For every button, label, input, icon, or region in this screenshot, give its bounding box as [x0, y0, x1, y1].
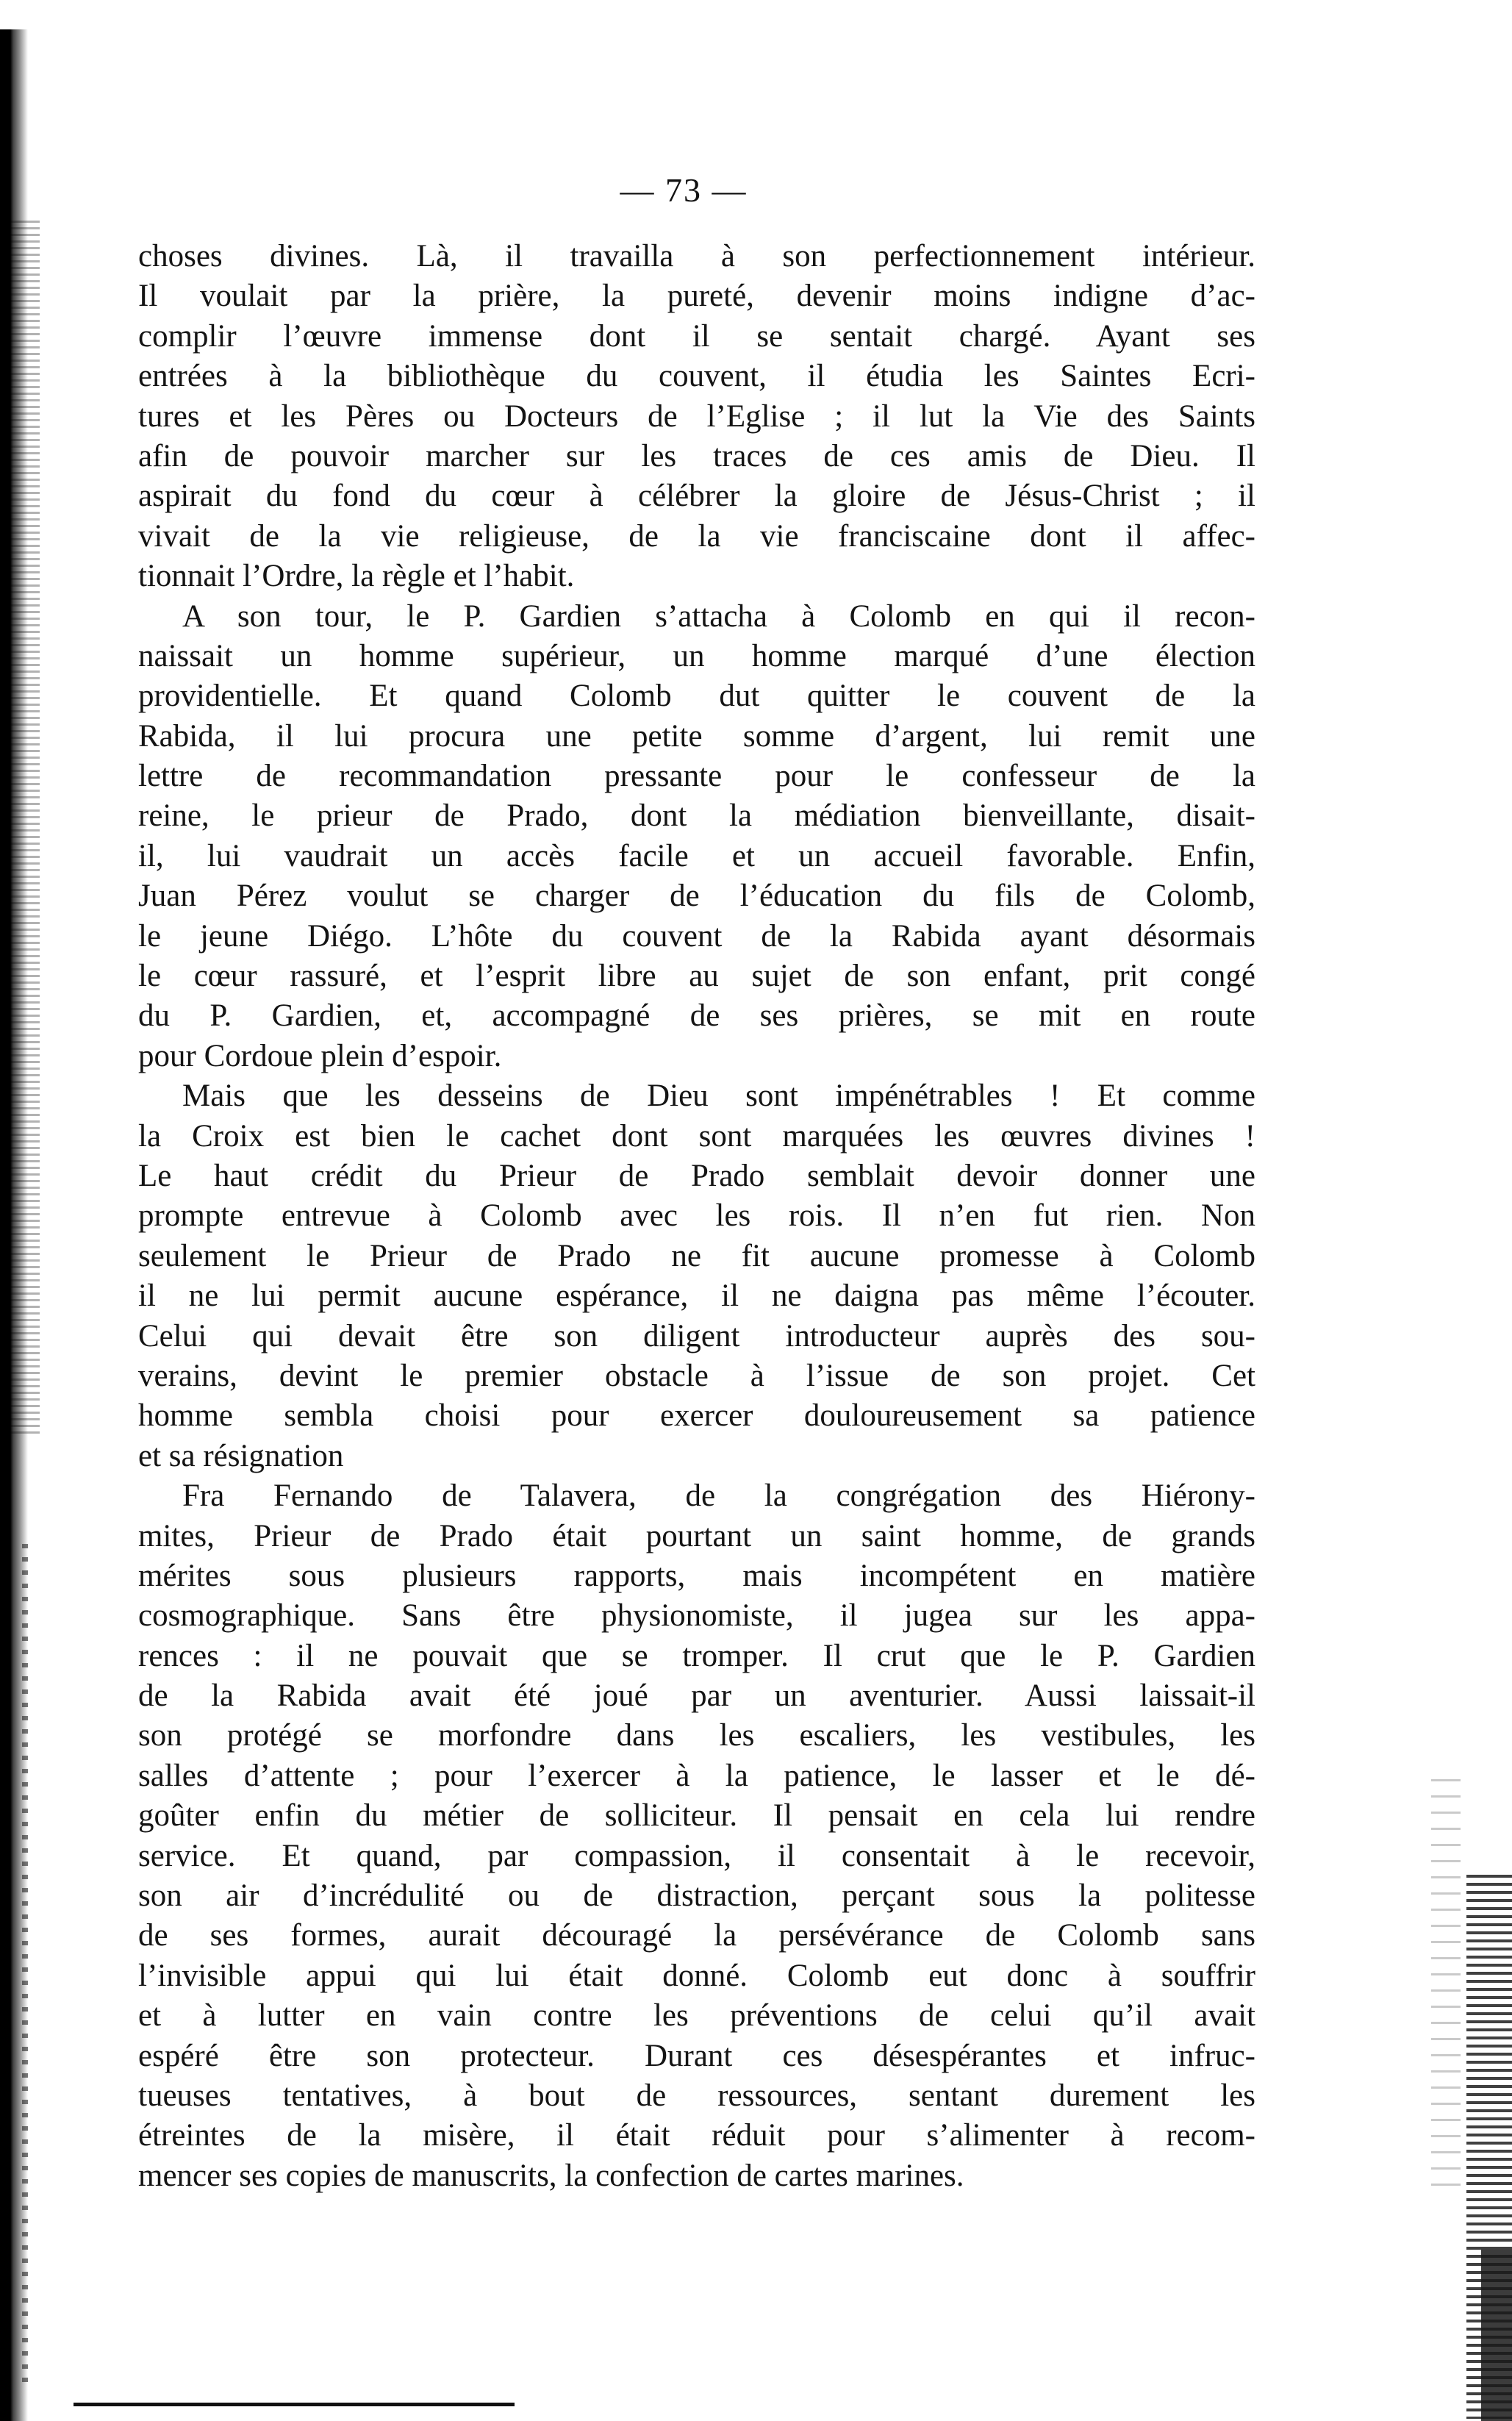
text-line: Fra Fernando de Talavera, de la congrégation des Hiérony- [182, 1478, 1255, 1514]
paragraph [138, 237, 1255, 597]
text-line: service. Et quand, par compassion, il consentait à le recevoir, [138, 1838, 1255, 1873]
paragraph [138, 1476, 1255, 2196]
text-line: mencer ses copies de manuscrits, la confection de cartes marines. [138, 2158, 964, 2193]
text-line: naissait un homme supérieur, un homme marqué d’une élection [138, 638, 1255, 673]
text-line: étreintes de la misère, il était réduit pour s’alimenter à recom- [138, 2118, 1255, 2153]
text-line: pour Cordoue plein d’espoir. [138, 1038, 502, 1073]
text-line: Le haut crédit du Prieur de Prado semblait devoir donner une [138, 1158, 1255, 1193]
text-line: Mais que les desseins de Dieu sont impénétrables ! Et comme [182, 1079, 1255, 1114]
text-line: tures et les Pères ou Docteurs de l’Eglise ; il lut la Vie des Saints [138, 398, 1255, 434]
text-line: choses divines. Là, il travailla à son perfectionnement intérieur. [138, 239, 1255, 273]
right-margin-specks [1431, 1779, 1461, 2191]
text-line: vivait de la vie religieuse, de la vie franciscaine dont il affec- [138, 518, 1255, 554]
text-line: de la Rabida avait été joué par un aventurier. Aussi laissait-il [138, 1678, 1255, 1714]
binding-speckle-lower [22, 1544, 28, 2389]
text-line: reine, le prieur de Prado, dont la médiation bienveillante, disait- [138, 798, 1255, 834]
text-line: l’invisible appui qui lui était donné. Colomb eut donc à souffrir [138, 1958, 1255, 1993]
bottom-rule [74, 2403, 515, 2406]
text-line: son protégé se morfondre dans les escaliers, les vestibules, les [138, 1718, 1255, 1753]
text-line: le jeune Diégo. L’hôte du couvent de la Rabida ayant désormais [138, 918, 1255, 954]
text-line: homme sembla choisi pour exercer douloureusement sa patience [138, 1398, 1255, 1434]
paragraph [138, 1076, 1255, 1476]
text-line: Celui qui devait être son diligent introducteur auprès des sou- [138, 1318, 1255, 1353]
text-line: il, lui vaudrait un accès facile et un accueil favorable. Enfin, [138, 838, 1255, 873]
text-line: prompte entrevue à Colomb avec les rois. Il n’en fut rien. Non [138, 1198, 1255, 1234]
text-line: son air d’incrédulité ou de distraction, perçant sous la politesse [138, 1878, 1255, 1914]
text-line: providentielle. Et quand Colomb dut quitter le couvent de la [138, 679, 1255, 714]
text-line: du P. Gardien, et, accompagné de ses prières, se mit en route [138, 998, 1255, 1034]
text-line: mérites sous plusieurs rapports, mais incompétent en matière [138, 1558, 1255, 1593]
text-line: mites, Prieur de Prado était pourtant un saint homme, de grands [138, 1518, 1255, 1553]
text-line: entrées à la bibliothèque du couvent, il étudia les Saintes Ecri- [138, 359, 1255, 394]
text-line: et sa résignation [138, 1438, 344, 1473]
text-line: Rabida, il lui procura une petite somme d’argent, lui remit une [138, 718, 1255, 754]
text-line: complir l’œuvre immense dont il se sentait chargé. Ayant ses [138, 318, 1255, 354]
page-number: — 73 — [620, 171, 748, 209]
text-line: le cœur rassuré, et l’esprit libre au sujet de son enfant, prit congé [138, 959, 1255, 994]
text-line: Il voulait par la prière, la pureté, devenir moins indigne d’ac- [138, 279, 1255, 314]
text-line: salles d’attente ; pour l’exercer à la patience, le lasser et le dé- [138, 1758, 1255, 1793]
text-line: de ses formes, aurait découragé la persévérance de Colomb sans [138, 1918, 1255, 1953]
text-line: tueuses tentatives, à bout de ressources, sentant durement les [138, 2078, 1255, 2113]
text-line: tionnait l’Ordre, la règle et l’habit. [138, 559, 575, 594]
text-line: A son tour, le P. Gardien s’attacha à Colomb en qui il recon- [182, 598, 1255, 634]
text-line: afin de pouvoir marcher sur les traces de ces amis de Dieu. Il [138, 438, 1255, 473]
text-line: rences : il ne pouvait que se tromper. Il crut que le P. Gardien [138, 1638, 1255, 1673]
body-text [138, 237, 1255, 2196]
binding-speckle [10, 221, 40, 1434]
text-line: la Croix est bien le cachet dont sont marquées les œuvres divines ! [138, 1118, 1255, 1154]
text-line: seulement le Prieur de Prado ne fit aucune promesse à Colomb [138, 1238, 1255, 1273]
text-line: et à lutter en vain contre les préventions de celui qu’il avait [138, 1998, 1255, 2034]
paragraph [138, 597, 1255, 1077]
text-line: Juan Pérez voulut se charger de l’éducation du fils de Colomb, [138, 879, 1255, 914]
text-line: verains, devint le premier obstacle à l’issue de son projet. Cet [138, 1358, 1255, 1393]
text-line: goûter enfin du métier de solliciteur. Il pensait en cela lui rendre [138, 1798, 1255, 1834]
text-line: espéré être son protecteur. Durant ces désespérantes et infruc- [138, 2038, 1255, 2073]
right-edge-shadow [1481, 2250, 1512, 2421]
text-line: lettre de recommandation pressante pour le confesseur de la [138, 759, 1255, 794]
text-line: il ne lui permit aucune espérance, il ne daigna pas même l’écouter. [138, 1279, 1255, 1314]
text-line: aspirait du fond du cœur à célébrer la gloire de Jésus-Christ ; il [138, 479, 1255, 514]
text-line: cosmographique. Sans être physionomiste, il jugea sur les appa- [138, 1598, 1255, 1634]
